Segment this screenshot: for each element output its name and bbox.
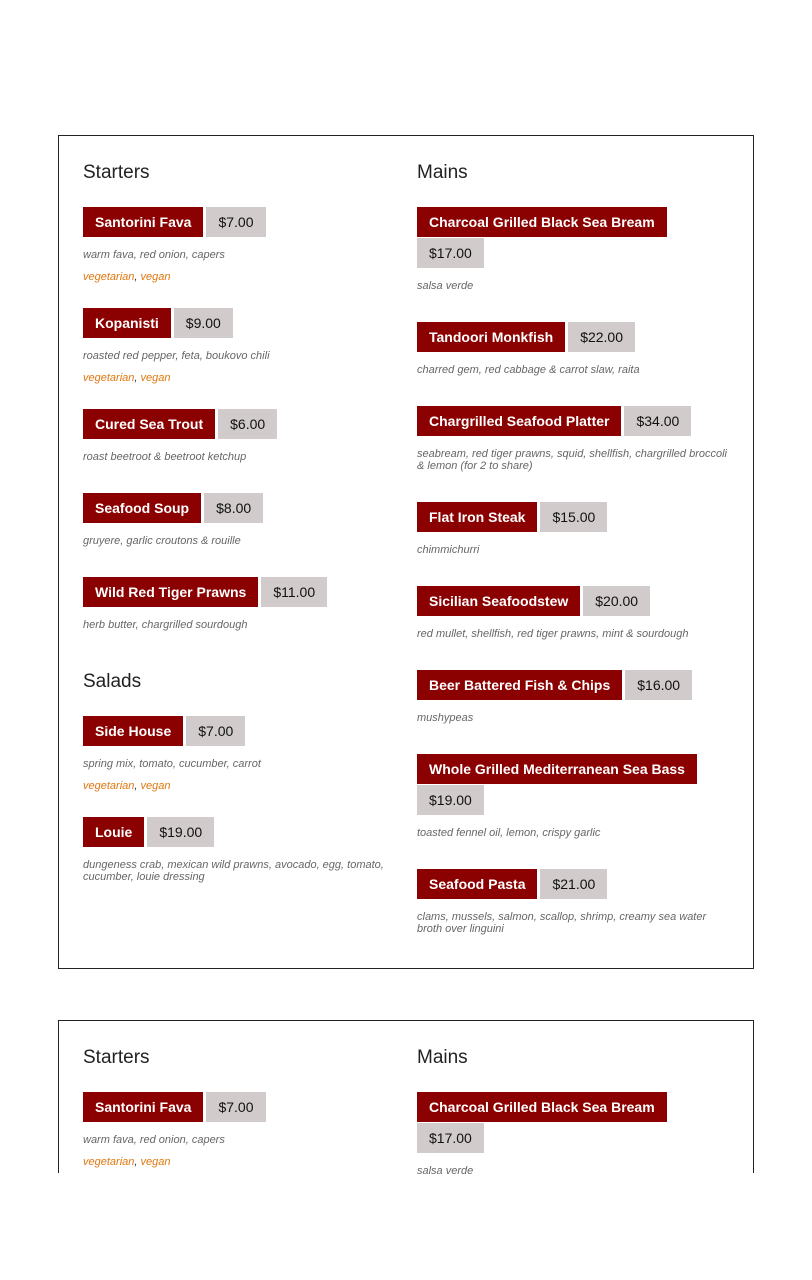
dietary-tags: vegetarian, vegan — [83, 372, 171, 384]
menu-column-right — [417, 1021, 733, 1177]
menu-column-right — [417, 136, 733, 965]
menu-item — [417, 1092, 733, 1177]
menu-item-name: Santorini Fava — [83, 1092, 203, 1122]
menu-item-name: Tandoori Monkfish — [417, 322, 565, 352]
menu-item-description: warm fava, red onion, capers — [83, 1134, 225, 1146]
menu-item-price: $6.00 — [218, 409, 277, 439]
dietary-tag-vegetarian: vegetarian — [83, 780, 135, 792]
menu-item-description: chimmichurri — [417, 544, 480, 556]
menu-item-description: salsa verde — [417, 280, 474, 292]
menu-item-description: roast beetroot & beetroot ketchup — [83, 451, 247, 463]
menu-item-header — [83, 716, 388, 746]
menu-item-name: Charcoal Grilled Black Sea Bream — [417, 207, 667, 237]
menu-item-price: $11.00 — [261, 577, 327, 607]
section-starters — [83, 162, 388, 631]
menu-item-name: Kopanisti — [83, 308, 171, 338]
menu-item-name: Sicilian Seafoodstew — [417, 586, 580, 616]
menu-item-description: seabream, red tiger prawns, squid, shellfish, chargrilled broccoli & lemon (for 2 to share) — [417, 448, 727, 472]
dietary-tags: vegetarian, vegan — [83, 780, 171, 792]
menu-item-name: Seafood Pasta — [417, 869, 537, 899]
menu-item-description: clams, mussels, salmon, scallop, shrimp, creamy sea water broth over linguini — [417, 911, 707, 935]
menu-item — [83, 817, 388, 883]
menu-item-header — [417, 586, 733, 616]
menu-item-description: charred gem, red cabbage & carrot slaw, raita — [417, 364, 640, 376]
menu-item-price: $15.00 — [540, 502, 607, 532]
menu-item-header — [417, 869, 733, 899]
menu-item-header — [417, 406, 733, 436]
menu-item-description: dungeness crab, mexican wild prawns, avocado, egg, tomato, cucumber, louie dressing — [83, 859, 384, 883]
menu-item-name: Charcoal Grilled Black Sea Bream — [417, 1092, 667, 1122]
menu-item-price: $7.00 — [206, 1092, 265, 1122]
menu-column-left — [83, 136, 388, 913]
menu-item-header — [417, 502, 733, 532]
menu-item-price: $8.00 — [204, 493, 263, 523]
menu-item — [417, 322, 733, 376]
dietary-tag-vegan: vegan — [140, 1156, 171, 1168]
menu-item-description: herb butter, chargrilled sourdough — [83, 619, 248, 631]
menu-item — [417, 586, 733, 640]
menu-item-header — [83, 577, 388, 607]
menu-item-header — [417, 207, 733, 268]
menu-item-header — [417, 1092, 733, 1153]
menu-item-header — [417, 670, 733, 700]
menu-item-price: $17.00 — [417, 1123, 484, 1153]
menu-item — [83, 409, 388, 463]
menu-item-price: $19.00 — [417, 785, 484, 815]
section-salads — [83, 671, 388, 883]
menu-item — [83, 207, 388, 283]
menu-item-price: $34.00 — [624, 406, 691, 436]
section-title: Salads — [83, 671, 142, 692]
menu-item-header — [417, 322, 733, 352]
menu-item-header — [83, 1092, 388, 1122]
section-mains — [417, 162, 733, 935]
menu-item-description: toasted fennel oil, lemon, crispy garlic — [417, 827, 601, 839]
menu-item-name: Wild Red Tiger Prawns — [83, 577, 258, 607]
section-mains — [417, 1047, 733, 1177]
menu-item-price: $20.00 — [583, 586, 650, 616]
dietary-tag-vegan: vegan — [140, 780, 171, 792]
menu-item — [417, 406, 733, 472]
menu-item-price: $7.00 — [206, 207, 265, 237]
menu-column-left — [83, 1021, 388, 1168]
menu-item-name: Chargrilled Seafood Platter — [417, 406, 621, 436]
menu-item-description: spring mix, tomato, cucumber, carrot — [83, 758, 261, 770]
menu-item-description: red mullet, shellfish, red tiger prawns, mint & sourdough — [417, 628, 689, 640]
menu-item-name: Flat Iron Steak — [417, 502, 537, 532]
menu-item-header — [83, 409, 388, 439]
dietary-tag-vegetarian: vegetarian — [83, 1156, 135, 1168]
menu-item-description: gruyere, garlic croutons & rouille — [83, 535, 241, 547]
dietary-tag-vegetarian: vegetarian — [83, 372, 135, 384]
menu-item-name: Cured Sea Trout — [83, 409, 215, 439]
menu-item — [83, 577, 388, 631]
menu-item-description: warm fava, red onion, capers — [83, 249, 225, 261]
section-title: Starters — [83, 162, 150, 183]
menu-item-description: salsa verde — [417, 1165, 474, 1177]
menu-item — [417, 670, 733, 724]
dietary-tag-vegetarian: vegetarian — [83, 271, 135, 283]
menu-item-header — [83, 493, 388, 523]
dietary-tags: vegetarian, vegan — [83, 271, 171, 283]
menu-item — [83, 493, 388, 547]
section-title: Mains — [417, 1047, 468, 1068]
menu-item-name: Santorini Fava — [83, 207, 203, 237]
menu-item-description: mushypeas — [417, 712, 474, 724]
menu-item-price: $9.00 — [174, 308, 233, 338]
menu-item — [83, 716, 388, 792]
menu-item-price: $16.00 — [625, 670, 692, 700]
menu-card — [58, 135, 754, 969]
menu-item-header — [83, 308, 388, 338]
dietary-tag-vegan: vegan — [140, 372, 171, 384]
menu-item-header — [417, 754, 733, 815]
menu-item-name: Side House — [83, 716, 183, 746]
menu-item — [417, 869, 733, 935]
dietary-tags: vegetarian, vegan — [83, 1156, 171, 1168]
menu-item-description: roasted red pepper, feta, boukovo chili — [83, 350, 270, 362]
menu-item-price: $22.00 — [568, 322, 635, 352]
menu-card-2 — [58, 1020, 754, 1177]
section-title: Starters — [83, 1047, 150, 1068]
section-starters — [83, 1047, 388, 1168]
menu-item — [417, 754, 733, 839]
menu-item — [83, 308, 388, 384]
menu-item-name: Seafood Soup — [83, 493, 201, 523]
menu-item-name: Beer Battered Fish & Chips — [417, 670, 622, 700]
menu-item-price: $21.00 — [540, 869, 607, 899]
menu-item-price: $19.00 — [147, 817, 214, 847]
menu-item-header — [83, 817, 388, 847]
dietary-tag-vegan: vegan — [140, 271, 171, 283]
menu-item-price: $17.00 — [417, 238, 484, 268]
menu-item-name: Whole Grilled Mediterranean Sea Bass — [417, 754, 697, 784]
menu-item-name: Louie — [83, 817, 144, 847]
menu-item — [83, 1092, 388, 1168]
menu-item — [417, 502, 733, 556]
menu-item-header — [83, 207, 388, 237]
section-title: Mains — [417, 162, 468, 183]
menu-item-price: $7.00 — [186, 716, 245, 746]
menu-item — [417, 207, 733, 292]
